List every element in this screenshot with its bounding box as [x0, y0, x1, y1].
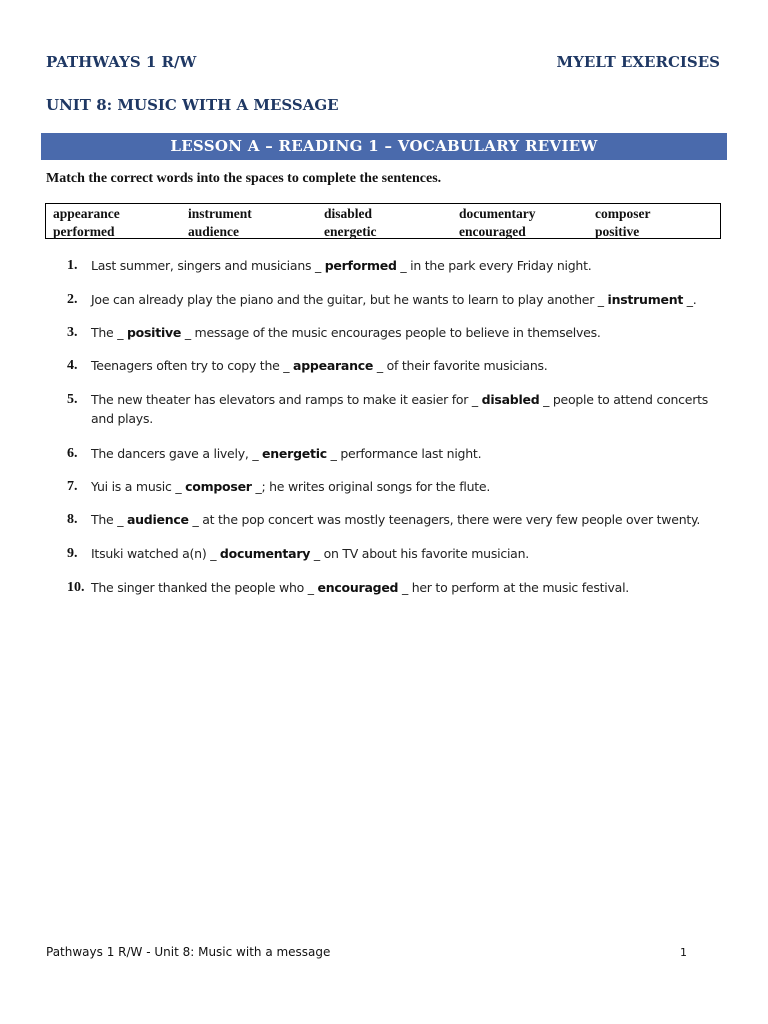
answer-word: encouraged — [317, 580, 399, 595]
word-bank-word: encouraged — [459, 224, 526, 239]
question-number: 3. — [67, 325, 78, 340]
question-item — [67, 290, 727, 309]
word-bank-word: instrument — [188, 206, 252, 221]
word-bank-word: documentary — [459, 206, 536, 221]
unit-title: UNIT 8: MUSIC WITH A MESSAGE — [46, 96, 339, 114]
word-bank-word: disabled — [324, 206, 373, 221]
question-number: 8. — [67, 512, 78, 527]
answer-word: energetic — [262, 446, 327, 461]
word-bank-row — [46, 223, 720, 240]
word-bank-word: appearance — [53, 206, 120, 221]
question-text: Last summer, singers and musicians _ performed _ in the park every Friday night. — [91, 258, 592, 273]
question-number: 2. — [67, 292, 78, 307]
question-item — [67, 544, 727, 563]
question-text: The _ audience _ at the pop concert was mostly teenagers, there were very few people over twenty. — [91, 512, 701, 527]
answer-word: appearance — [293, 358, 374, 373]
question-number: 6. — [67, 446, 78, 461]
course-title: PATHWAYS 1 R/W — [46, 53, 197, 71]
question-text: The _ positive _ message of the music encourages people to believe in themselves. — [91, 325, 601, 340]
question-number: 4. — [67, 358, 78, 373]
question-number: 7. — [67, 479, 78, 494]
lesson-banner: LESSON A – READING 1 – VOCABULARY REVIEW — [41, 133, 727, 160]
page-header — [46, 53, 720, 73]
question-text: Itsuki watched a(n) _ documentary _ on TV about his favorite musician. — [91, 546, 529, 561]
question-number: 9. — [67, 546, 78, 561]
word-bank-word: performed — [53, 224, 115, 239]
answer-word: documentary — [219, 546, 311, 561]
answer-word: audience — [126, 512, 189, 527]
exercise-label: MYELT EXERCISES — [556, 53, 720, 71]
word-bank-word: energetic — [324, 224, 377, 239]
question-item — [67, 444, 727, 463]
question-text: The dancers gave a lively, _ energetic _ performance last night. — [91, 446, 482, 461]
word-bank — [45, 203, 721, 239]
question-item — [67, 256, 727, 275]
question-text: Joe can already play the piano and the guitar, but he wants to learn to play another _ instrument _. — [91, 292, 697, 307]
word-bank-word: composer — [595, 206, 651, 221]
question-item — [67, 510, 727, 529]
answer-word: positive — [126, 325, 182, 340]
answer-word: disabled — [481, 392, 540, 407]
answer-word: composer — [185, 479, 252, 494]
answer-word: instrument — [607, 292, 684, 307]
word-bank-word: audience — [188, 224, 240, 239]
question-item — [67, 477, 727, 496]
question-text: The new theater has elevators and ramps to make it easier for _ disabled _ people to attend concerts and plays. — [91, 392, 709, 426]
instructions: Match the correct words into the spaces to complete the sentences. — [46, 171, 442, 186]
question-text: Yui is a music _ composer _; he writes original songs for the flute. — [91, 479, 491, 494]
question-item — [67, 578, 727, 597]
question-number: 10. — [67, 580, 85, 595]
word-bank-row — [46, 205, 720, 222]
question-number: 5. — [67, 392, 78, 407]
question-item — [67, 323, 727, 342]
question-item — [67, 390, 727, 428]
word-bank-word: positive — [595, 224, 640, 239]
question-item — [67, 356, 727, 375]
page-footer: Pathways 1 R/W - Unit 8: Music with a message — [46, 945, 331, 959]
answer-word: performed — [324, 258, 397, 273]
question-text: Teenagers often try to copy the _ appearance _ of their favorite musicians. — [91, 358, 548, 373]
question-number: 1. — [67, 258, 78, 273]
question-text: The singer thanked the people who _ encouraged _ her to perform at the music festival. — [91, 580, 630, 595]
page-number: 1 — [680, 946, 687, 959]
